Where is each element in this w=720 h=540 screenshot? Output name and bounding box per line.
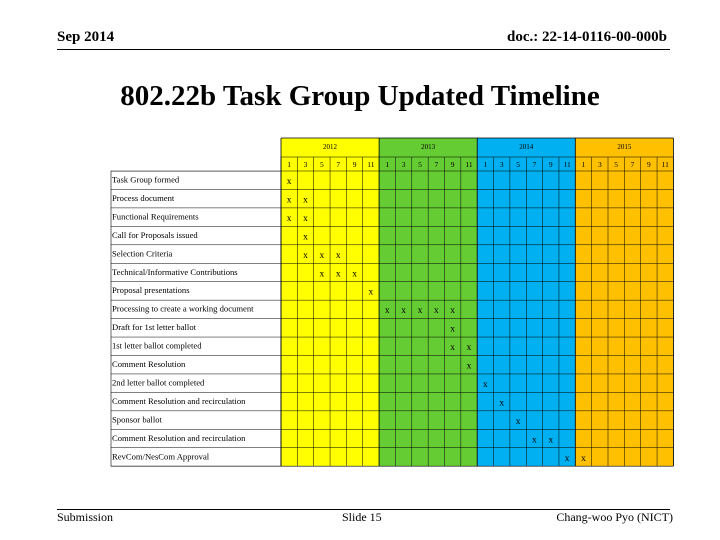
task-label: Selection Criteria bbox=[112, 248, 173, 259]
footer-author: Chang-woo Pyo (NICT) bbox=[556, 510, 673, 524]
schedule-mark: x bbox=[466, 361, 472, 372]
header-doc-number: doc.: 22-14-0116-00-000b bbox=[507, 29, 667, 45]
schedule-mark: x bbox=[450, 306, 456, 317]
month-label: 1 bbox=[581, 160, 586, 169]
month-label: 3 bbox=[303, 160, 308, 169]
schedule-mark: x bbox=[417, 306, 423, 317]
task-label: Processing to create a working document bbox=[112, 303, 254, 314]
month-label: 9 bbox=[450, 160, 455, 169]
task-label: RevCom/NesCom Approval bbox=[112, 451, 210, 462]
task-label: Sponsor ballot bbox=[112, 414, 162, 425]
month-label: 11 bbox=[563, 160, 571, 169]
schedule-mark: x bbox=[401, 306, 406, 317]
schedule-mark: x bbox=[499, 398, 505, 409]
schedule-mark: x bbox=[303, 250, 308, 261]
month-label: 1 bbox=[483, 160, 488, 169]
task-label: Comment Resolution and recirculation bbox=[112, 432, 246, 443]
task-label: Proposal presentations bbox=[112, 285, 190, 296]
year-label: 2013 bbox=[421, 143, 436, 151]
schedule-mark: x bbox=[335, 269, 341, 280]
task-label: Call for Proposals issued bbox=[112, 229, 198, 240]
schedule-mark: x bbox=[335, 250, 341, 261]
footer-slide-number: Slide 15 bbox=[342, 510, 382, 524]
task-label: Functional Requirements bbox=[112, 211, 199, 222]
task-label: 2nd letter ballot completed bbox=[112, 377, 205, 388]
schedule-mark: x bbox=[433, 306, 439, 317]
year-label: 2015 bbox=[617, 143, 632, 151]
month-label: 9 bbox=[548, 160, 553, 169]
schedule-mark: x bbox=[581, 453, 586, 464]
schedule-mark: x bbox=[286, 213, 292, 224]
month-label: 11 bbox=[465, 160, 473, 169]
header-date: Sep 2014 bbox=[57, 29, 115, 45]
month-label: 7 bbox=[630, 160, 635, 169]
year-label: 2012 bbox=[323, 143, 338, 151]
month-label: 7 bbox=[336, 160, 341, 169]
year-label: 2014 bbox=[519, 143, 534, 151]
month-label: 9 bbox=[352, 160, 357, 169]
month-label: 3 bbox=[499, 160, 504, 169]
schedule-mark: x bbox=[384, 306, 390, 317]
month-label: 1 bbox=[385, 160, 390, 169]
schedule-mark: x bbox=[466, 343, 472, 354]
schedule-mark: x bbox=[303, 195, 308, 206]
schedule-mark: x bbox=[368, 287, 374, 298]
month-label: 7 bbox=[532, 160, 537, 169]
month-label: 3 bbox=[401, 160, 406, 169]
schedule-mark: x bbox=[303, 232, 308, 243]
month-label: 11 bbox=[661, 160, 669, 169]
footer-submission: Submission bbox=[57, 510, 114, 524]
task-label: Process document bbox=[112, 192, 175, 203]
task-label: Comment Resolution and recirculation bbox=[112, 395, 246, 406]
schedule-mark: x bbox=[450, 343, 456, 354]
month-label: 5 bbox=[418, 160, 422, 169]
month-label: 5 bbox=[320, 160, 324, 169]
schedule-mark: x bbox=[548, 435, 554, 446]
schedule-mark: x bbox=[483, 379, 488, 390]
schedule-mark: x bbox=[564, 453, 570, 464]
task-label: Comment Resolution bbox=[112, 359, 186, 369]
task-label: Task Group formed bbox=[112, 174, 180, 185]
month-label: 11 bbox=[367, 160, 375, 169]
task-label: Technical/Informative Contributions bbox=[112, 266, 238, 277]
schedule-mark: x bbox=[286, 177, 292, 187]
month-label: 5 bbox=[614, 160, 619, 169]
task-label: 1st letter ballot completed bbox=[112, 340, 202, 351]
month-label: 7 bbox=[434, 160, 439, 169]
month-label: 5 bbox=[516, 160, 520, 169]
month-label: 3 bbox=[597, 160, 602, 169]
schedule-mark: x bbox=[515, 416, 521, 427]
schedule-mark: x bbox=[303, 213, 308, 224]
schedule-mark: x bbox=[286, 195, 292, 206]
task-label: Draft for 1st letter ballot bbox=[112, 322, 196, 333]
month-label: 9 bbox=[647, 160, 651, 169]
schedule-mark: x bbox=[352, 269, 357, 280]
schedule-mark: x bbox=[319, 269, 325, 280]
schedule-mark: x bbox=[532, 435, 537, 446]
schedule-mark: x bbox=[450, 324, 456, 335]
header-blank-cell bbox=[111, 157, 281, 171]
schedule-mark: x bbox=[319, 250, 325, 261]
slide-title: 802.22b Task Group Updated Timeline bbox=[120, 80, 600, 112]
month-label: 1 bbox=[287, 160, 292, 169]
